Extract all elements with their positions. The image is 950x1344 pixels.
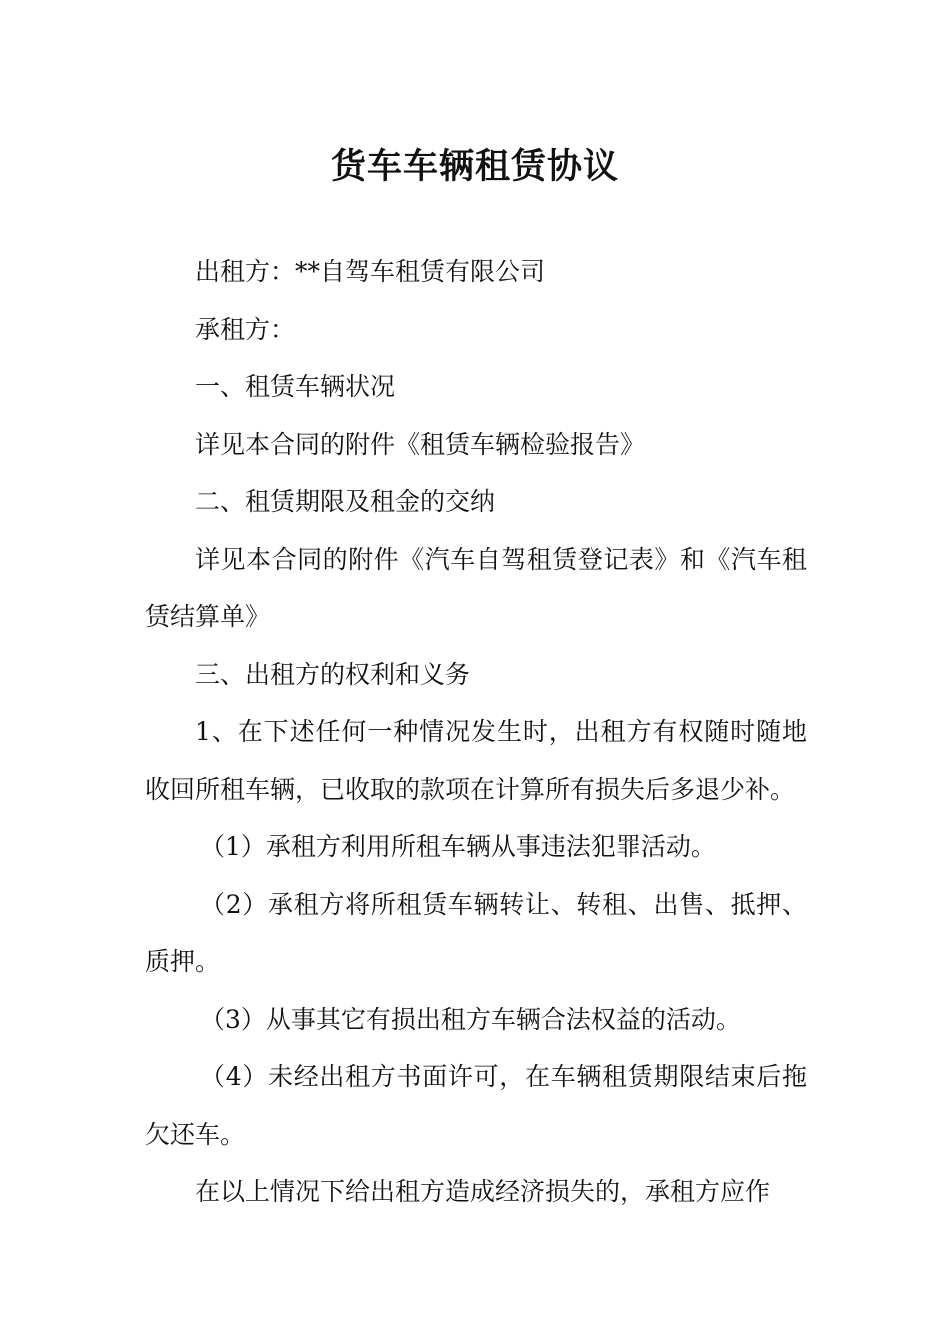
- clause-item-3: （3）从事其它有损出租方车辆合法权益的活动。: [200, 1004, 741, 1034]
- clause-1-text: 1、在下述任何一种情况发生时，出租方有权随时随地收回所租车辆，已收取的款项在计算所有损失后多退少补。: [145, 717, 807, 804]
- section-heading-2: 二、租赁期限及租金的交纳: [195, 487, 496, 516]
- document-title: 货车车辆租赁协议: [330, 147, 619, 188]
- section-1-text: 详见本合同的附件《租赁车辆检验报告》: [195, 429, 646, 459]
- document-body: [145, 243, 807, 1221]
- section-heading-1: 一、租赁车辆状况: [195, 372, 396, 401]
- lessee-line: 承租方：: [195, 314, 296, 344]
- lessor-line: 出租方：**自驾车租赁有限公司: [195, 257, 546, 286]
- section-heading-3: 三、出租方的权利和义务: [195, 659, 471, 689]
- liability-text: 在以上情况下给出租方造成经济损失的，承租方应作: [195, 1177, 771, 1206]
- clause-item-2: （2）承租方将所租赁车辆转让、转租、出售、抵押、质押。: [145, 889, 807, 976]
- section-2-text: 详见本合同的附件《汽车自驾租赁登记表》和《汽车租赁结算单》: [145, 544, 807, 631]
- clause-item-4: （4）未经出租方书面许可，在车辆租赁期限结束后拖欠还车。: [145, 1062, 807, 1149]
- clause-item-1: （1）承租方利用所租车辆从事违法犯罪活动。: [200, 832, 716, 861]
